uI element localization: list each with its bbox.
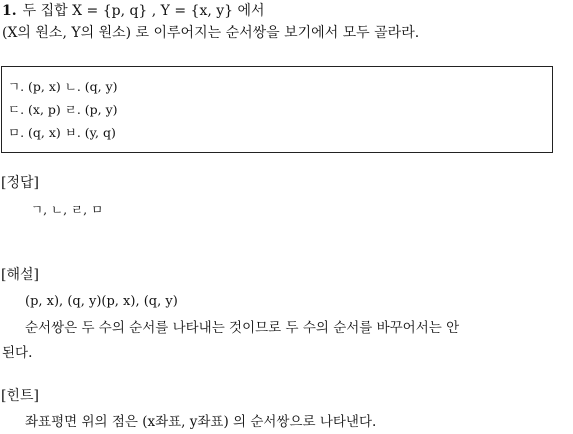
hint-title: [힌트] (1, 388, 39, 404)
answer-title: [정답] (1, 175, 39, 191)
explanation-line-3: 된다. (2, 345, 33, 361)
choice-row-3: ㅁ. (q, x) ㅂ. (y, q) (8, 125, 116, 140)
explanation-title: [해설] (1, 267, 39, 283)
question-line-1 (2, 2, 265, 20)
question-text-line-1: 두 집합 X = {p, q} , Y = {x, y} 에서 (22, 3, 265, 19)
question-text-line-2: (X의 원소, Y의 원소) 로 이루어지는 순서쌍을 보기에서 모두 골라라. (2, 25, 420, 41)
choice-row-2: ㄷ. (x, p) ㄹ. (p, y) (8, 102, 118, 117)
choices-box (1, 66, 553, 153)
answer-text: ㄱ, ㄴ, ㄹ, ㅁ (31, 202, 104, 217)
explanation-line-2: 순서쌍은 두 수의 순서를 나타내는 것이므로 두 수의 순서를 바꾸어서는 안 (25, 320, 460, 336)
question-number: 1. (2, 3, 17, 19)
choice-row-1: ㄱ. (p, x) ㄴ. (q, y) (8, 79, 118, 94)
explanation-line-1: (p, x), (q, y)(p, x), (q, y) (25, 294, 178, 309)
hint-line-1: 좌표평면 위의 점은 (x좌표, y좌표) 의 순서쌍으로 나타낸다. (25, 414, 377, 430)
